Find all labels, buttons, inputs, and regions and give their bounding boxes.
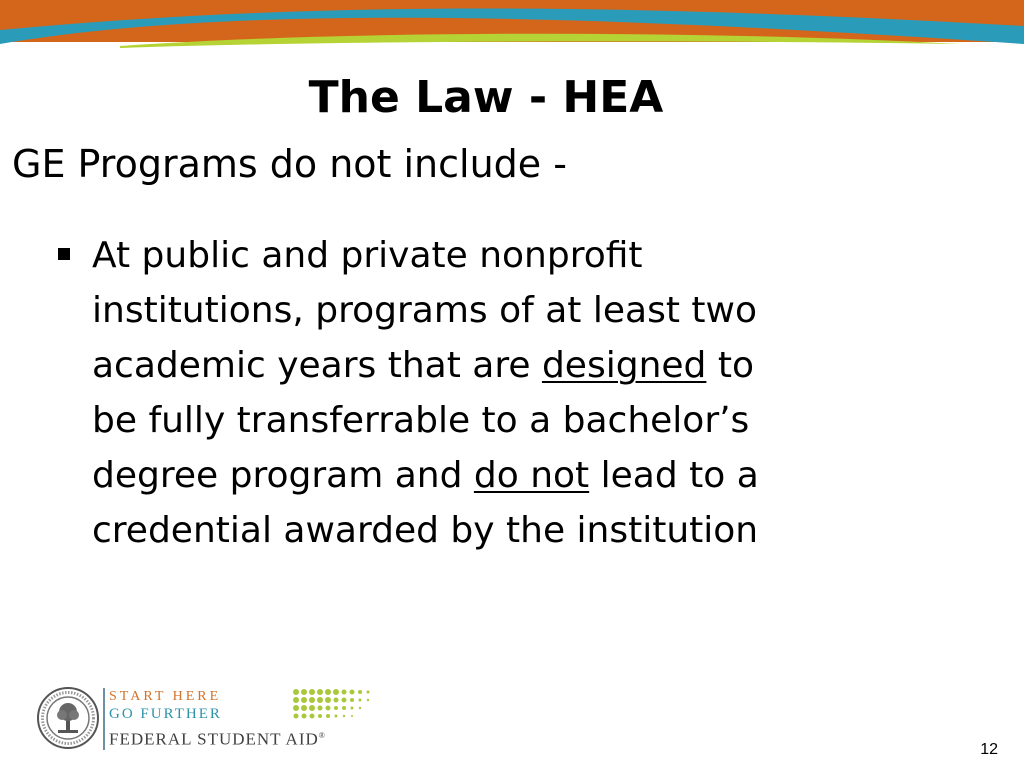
bullet-line-3: academic years that are designed to: [92, 345, 754, 386]
logo-federal-student-aid: FEDERAL STUDENT AID®: [109, 729, 326, 749]
header-band: [0, 0, 1024, 60]
bullet-text: [92, 228, 956, 558]
department-of-education-seal-icon: [36, 686, 100, 750]
page-number: 12: [980, 741, 998, 758]
bullet-line-2: institutions, programs of at least two: [92, 290, 757, 331]
logo-start-here: START HERE: [109, 689, 222, 704]
federal-student-aid-logo: [36, 686, 356, 750]
bullet-line-4: be fully transferrable to a bachelor’s: [92, 400, 750, 441]
emphasis-designed: designed: [541, 345, 707, 386]
slide-title: The Law - HEA: [308, 72, 664, 123]
logo-go-further: GO FURTHER: [109, 706, 222, 722]
bullet-line-6: credential awarded by the institution: [92, 510, 759, 551]
logo-dots-graphic: [292, 686, 382, 726]
slide-subtitle: GE Programs do not include -: [12, 142, 567, 186]
bullet-item: [56, 228, 956, 558]
bullet-line-1: At public and private nonprofit: [92, 235, 643, 276]
emphasis-do-not: do not: [473, 455, 590, 496]
bullet-list: [56, 228, 956, 558]
square-bullet-icon: [58, 248, 70, 260]
bullet-line-5: degree program and do not lead to a: [92, 455, 759, 496]
